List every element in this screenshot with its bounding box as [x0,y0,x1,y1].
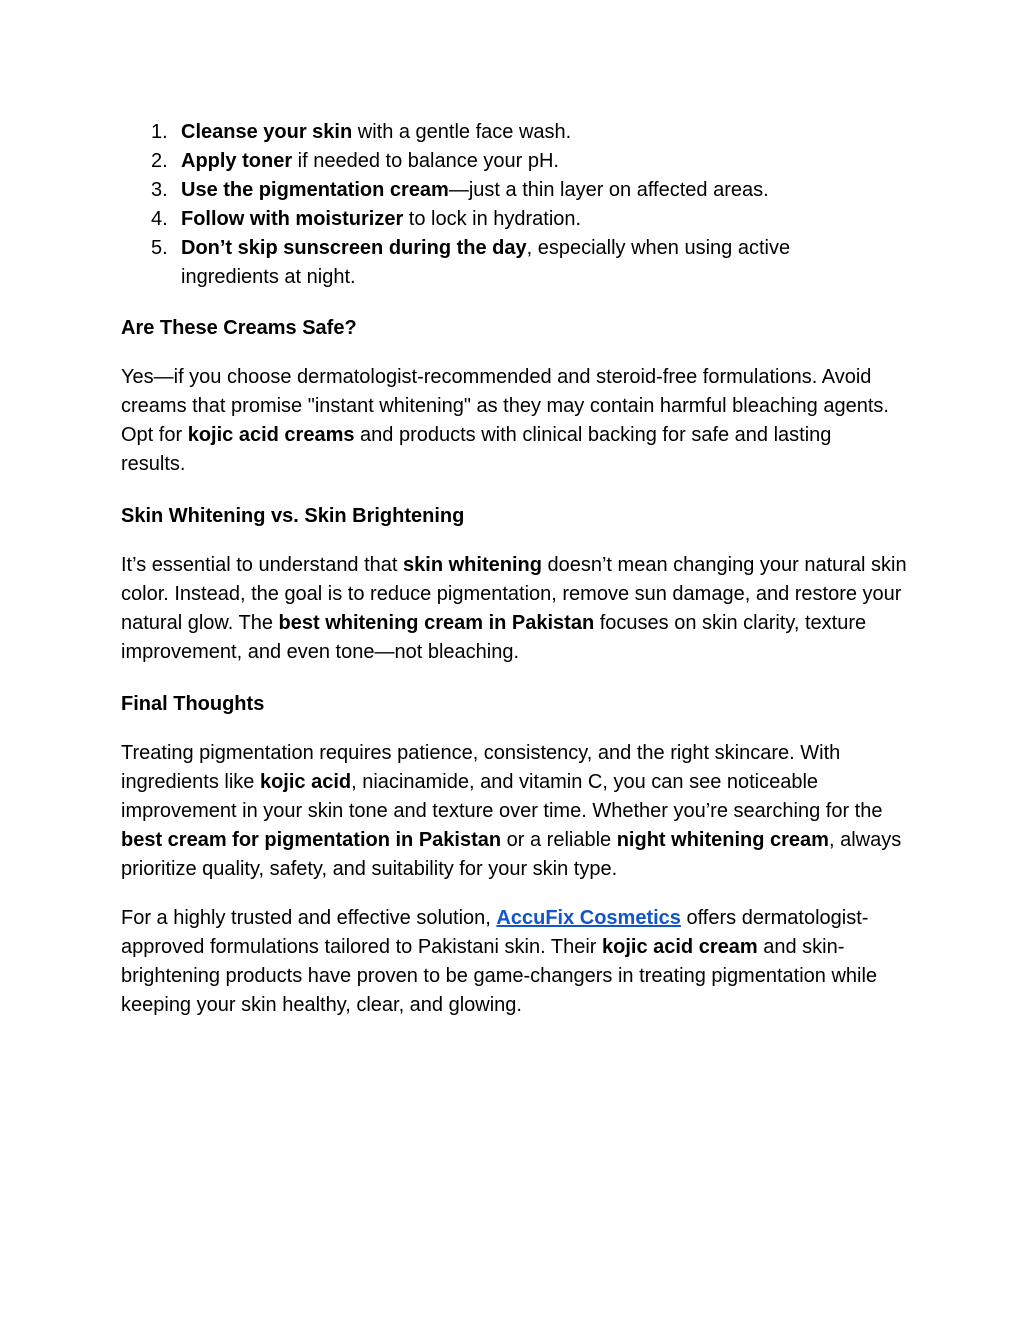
list-item [121,118,911,147]
step-text: , especially when using active ingredients at night. [181,237,791,288]
paragraph-closing: For a highly trusted and effective solution, AccuFix Cosmetics offers dermatologist-approved formulations tailored to Pakistani skin. Their kojic acid cream and skin-brightening products have proven to be game-changers in treating pigmentation while keeping your skin healthy, clear, and glowing. [121,907,878,1016]
step-title: Cleanse your skin [181,121,353,143]
steps-list [121,118,911,292]
section-heading-whitening: Skin Whitening vs. Skin Brightening [121,505,465,527]
step-title: Use the pigmentation cream [181,179,449,201]
paragraph-final: Treating pigmentation requires patience, consistency, and the right skincare. With ingredients like kojic acid, niacinamide, and vitamin C, you can see noticeable improvement in your skin tone and texture over time. Whether you’re searching for the best cream for pigmentation in Pakistan or a reliable night whitening cream, always prioritize quality, safety, and suitability for your skin type. [121,742,902,880]
step-text: if needed to balance your pH. [292,150,559,172]
step-text: to lock in hydration. [403,208,582,230]
section-heading-safety: Are These Creams Safe? [121,317,357,339]
section-heading-final: Final Thoughts [121,693,265,715]
list-item [121,205,911,234]
list-item [121,147,911,176]
accufix-cosmetics-link[interactable]: AccuFix Cosmetics [496,907,681,929]
list-number: 5. [151,237,168,259]
step-title: Apply toner [181,150,293,172]
keyword-kojic-acid-cream: kojic acid cream [602,936,758,958]
list-item [121,176,911,205]
list-number: 2. [151,150,168,172]
keyword-night-whitening-cream: night whitening cream [616,829,829,851]
keyword-kojic-acid: kojic acid [259,771,352,793]
document-page [121,118,911,1020]
list-item [121,234,911,292]
keyword-best-whitening-cream: best whitening cream in Pakistan [278,612,595,634]
list-number: 4. [151,208,168,230]
list-number: 3. [151,179,168,201]
paragraph-whitening: It’s essential to understand that skin whitening doesn’t mean changing your natural skin color. Instead, the goal is to reduce pigmentation, remove sun damage, and restore your natural glow. The best whitening cream in Pakistan focuses on skin clarity, texture improvement, and even tone—not bleaching. [121,554,907,663]
keyword-best-cream-pigmentation: best cream for pigmentation in Pakistan [121,829,502,851]
list-number: 1. [151,121,168,143]
step-text: —just a thin layer on affected areas. [448,179,769,201]
step-text: with a gentle face wash. [352,121,572,143]
step-title: Don’t skip sunscreen during the day [181,237,527,259]
keyword-kojic-acid-creams: kojic acid creams [187,424,355,446]
step-title: Follow with moisturizer [181,208,404,230]
paragraph-safety: Yes—if you choose dermatologist-recommended and steroid-free formulations. Avoid creams that promise "instant whitening" as they may contain harmful bleaching agents. Opt for kojic acid creams and products with clinical backing for safe and lasting results. [121,366,889,475]
keyword-skin-whitening: skin whitening [403,554,542,576]
